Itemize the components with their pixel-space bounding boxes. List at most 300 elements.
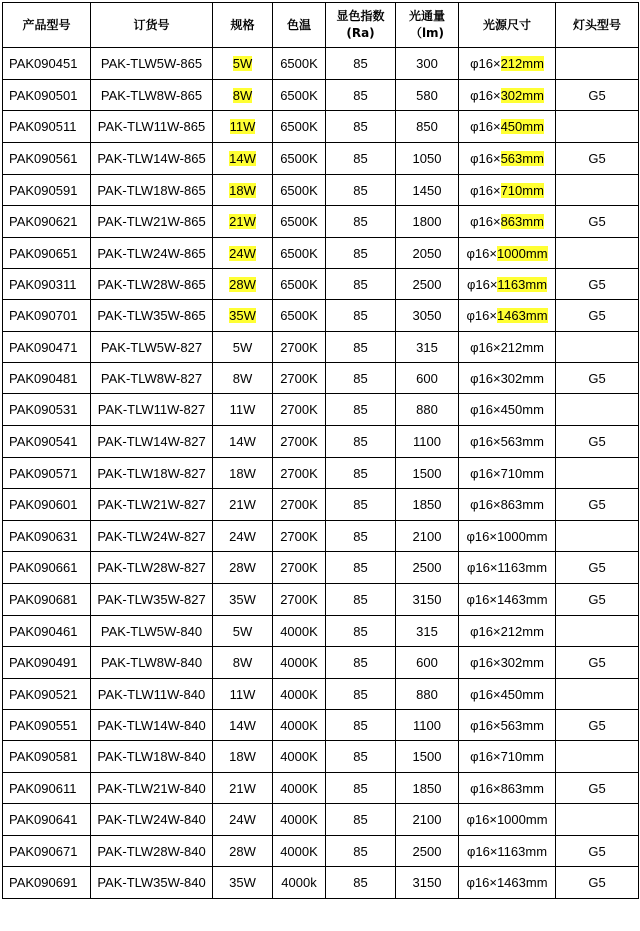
cell-luminous-flux	[396, 584, 459, 616]
cell-color-temp	[273, 80, 326, 111]
lamp-diameter-text: φ16×	[470, 623, 501, 639]
cell-spec-text: 18W	[229, 749, 256, 764]
lamp-diameter-text: φ16×	[466, 308, 497, 323]
cell-lamp-size	[459, 363, 556, 394]
cell-lamp-base-text: G5	[588, 87, 606, 103]
cell-order-number-text: PAK-TLW18W-840	[97, 749, 206, 764]
cell-product-code-text: PAK090481	[9, 370, 78, 386]
cell-cri	[326, 804, 396, 836]
cell-order-number	[91, 206, 213, 238]
cell-spec	[213, 111, 273, 143]
cell-cri-text: 85	[353, 497, 368, 512]
cell-color-temp-text: 6500K	[280, 276, 318, 292]
cell-product-code	[3, 80, 91, 111]
cell-color-temp-text: 2700K	[280, 434, 318, 449]
cell-lamp-base	[556, 584, 639, 616]
cell-luminous-flux	[396, 773, 459, 804]
cell-spec-text: 28W	[229, 560, 256, 575]
cell-order-number-text: PAK-TLW28W-827	[97, 560, 206, 575]
lamp-length-text: 1163mm	[497, 276, 548, 292]
cell-spec	[213, 80, 273, 111]
cell-spec	[213, 269, 273, 300]
lamp-length-text: 302mm	[500, 655, 544, 670]
cell-order-number-text: PAK-TLW35W-827	[97, 592, 206, 607]
lamp-diameter-text: φ16×	[470, 56, 501, 71]
lamp-length-text: 710mm	[500, 182, 544, 198]
cell-luminous-flux	[396, 426, 459, 458]
cell-cri	[326, 111, 396, 143]
cell-cri-text: 85	[353, 119, 368, 134]
cell-lamp-size	[459, 741, 556, 773]
header-label-line: 光源尺寸	[482, 17, 531, 32]
lamp-diameter-text: φ16×	[466, 875, 497, 890]
table-row	[3, 804, 639, 836]
header-order-number	[91, 3, 213, 48]
table-body	[3, 48, 639, 899]
lamp-length-text: 1000mm	[496, 245, 548, 261]
cell-luminous-flux	[396, 679, 459, 710]
cell-order-number-text: PAK-TLW5W-865	[100, 56, 203, 71]
cell-color-temp	[273, 552, 326, 584]
cell-order-number	[91, 741, 213, 773]
cell-spec-text: 35W	[229, 592, 256, 607]
cell-order-number	[91, 773, 213, 804]
cell-cri	[326, 143, 396, 175]
cell-cri-text: 85	[353, 655, 368, 670]
cell-spec	[213, 175, 273, 206]
cell-color-temp	[273, 332, 326, 363]
cell-spec-text: 8W	[232, 370, 253, 386]
cell-product-code	[3, 804, 91, 836]
cell-luminous-flux-text: 315	[416, 339, 438, 355]
cell-lamp-size	[459, 616, 556, 647]
lamp-length-text: 563mm	[500, 717, 544, 733]
lamp-diameter-text: φ16×	[470, 151, 501, 166]
cell-lamp-size	[459, 332, 556, 363]
cell-spec	[213, 143, 273, 175]
cell-lamp-base	[556, 269, 639, 300]
table-row	[3, 300, 639, 332]
header-lamp-base	[556, 3, 639, 48]
cell-luminous-flux-text: 2050	[412, 245, 442, 261]
cell-order-number-text: PAK-TLW11W-840	[97, 686, 206, 702]
cell-lamp-base-text: G5	[588, 655, 606, 670]
cell-order-number-text: PAK-TLW24W-827	[97, 528, 206, 544]
cell-order-number-text: PAK-TLW5W-840	[100, 623, 203, 639]
cell-product-code-text: PAK090631	[9, 528, 78, 544]
cell-spec	[213, 363, 273, 394]
table-row	[3, 80, 639, 111]
cell-color-temp-text: 4000K	[280, 655, 318, 670]
cell-cri-text: 85	[353, 875, 368, 890]
cell-color-temp	[273, 710, 326, 741]
cell-product-code	[3, 552, 91, 584]
lamp-diameter-text: φ16×	[470, 780, 501, 796]
cell-order-number-text: PAK-TLW18W-827	[97, 465, 206, 481]
cell-luminous-flux-text: 850	[416, 119, 438, 134]
cell-luminous-flux	[396, 867, 459, 899]
table-row	[3, 710, 639, 741]
cell-luminous-flux-text: 600	[416, 655, 438, 670]
cell-order-number-text: PAK-TLW14W-827	[97, 434, 206, 449]
header-label-line: 色温	[286, 17, 311, 32]
header-luminous-flux	[396, 3, 459, 48]
cell-color-temp	[273, 458, 326, 489]
cell-color-temp	[273, 804, 326, 836]
cell-order-number-text: PAK-TLW8W-827	[100, 370, 203, 386]
lamp-diameter-text: φ16×	[466, 276, 498, 292]
cell-luminous-flux	[396, 836, 459, 867]
cell-order-number	[91, 394, 213, 426]
cell-product-code	[3, 363, 91, 394]
table-header-row	[3, 3, 639, 48]
cell-order-number-text: PAK-TLW8W-840	[100, 655, 203, 670]
cell-spec	[213, 332, 273, 363]
cell-cri	[326, 521, 396, 552]
cell-color-temp	[273, 584, 326, 616]
cell-cri	[326, 836, 396, 867]
lamp-diameter-text: φ16×	[470, 655, 501, 670]
cell-order-number-text: PAK-TLW11W-827	[97, 402, 206, 417]
lamp-length-text: 212mm	[500, 339, 544, 355]
cell-spec-text: 11W	[229, 119, 256, 134]
cell-order-number-text: PAK-TLW5W-827	[100, 339, 203, 355]
cell-product-code-text: PAK090571	[9, 465, 78, 481]
cell-luminous-flux	[396, 300, 459, 332]
cell-spec	[213, 836, 273, 867]
cell-order-number	[91, 426, 213, 458]
cell-luminous-flux-text: 3050	[412, 308, 442, 323]
cell-lamp-base	[556, 552, 639, 584]
cell-color-temp	[273, 489, 326, 521]
cell-spec	[213, 679, 273, 710]
cell-product-code-text: PAK090611	[9, 780, 77, 796]
cell-luminous-flux-text: 880	[416, 402, 438, 417]
lamp-diameter-text: φ16×	[470, 434, 501, 449]
cell-lamp-base	[556, 363, 639, 394]
lamp-diameter-text: φ16×	[466, 812, 497, 827]
cell-cri	[326, 300, 396, 332]
cell-lamp-base	[556, 394, 639, 426]
cell-cri-text: 85	[353, 402, 368, 417]
cell-cri-text: 85	[353, 182, 368, 198]
cell-luminous-flux-text: 1450	[412, 182, 442, 198]
cell-cri-text: 85	[353, 434, 368, 449]
cell-luminous-flux-text: 880	[416, 686, 438, 702]
cell-luminous-flux-text: 600	[416, 370, 438, 386]
lamp-diameter-text: φ16×	[466, 528, 497, 544]
cell-product-code	[3, 175, 91, 206]
cell-product-code	[3, 206, 91, 238]
cell-product-code	[3, 394, 91, 426]
cell-color-temp-text: 2700K	[280, 465, 318, 481]
cell-order-number	[91, 647, 213, 679]
cell-luminous-flux-text: 1100	[413, 717, 441, 733]
cell-luminous-flux	[396, 741, 459, 773]
header-label-line: 产品型号	[22, 17, 71, 32]
cell-cri-text: 85	[353, 686, 368, 702]
cell-product-code	[3, 143, 91, 175]
cell-order-number	[91, 521, 213, 552]
cell-spec-text: 21W	[229, 214, 256, 229]
cell-lamp-base	[556, 80, 639, 111]
cell-color-temp-text: 6500K	[280, 87, 318, 103]
header-product-code	[3, 3, 91, 48]
lamp-length-text: 1463mm	[496, 592, 548, 607]
cell-lamp-base-text: G5	[588, 717, 606, 733]
lamp-length-text: 1000mm	[496, 528, 548, 544]
header-label-line: 订货号	[133, 17, 170, 32]
cell-product-code	[3, 616, 91, 647]
lamp-diameter-text: φ16×	[470, 87, 501, 103]
cell-color-temp-text: 2700K	[280, 592, 318, 607]
lamp-length-text: 863mm	[500, 214, 544, 229]
cell-spec-text: 14W	[229, 717, 256, 733]
cell-order-number-text: PAK-TLW21W-865	[97, 214, 206, 229]
cell-color-temp-text: 4000K	[280, 717, 318, 733]
cell-lamp-base-text: G5	[588, 843, 606, 859]
cell-color-temp-text: 4000K	[280, 812, 318, 827]
cell-lamp-base	[556, 111, 639, 143]
table-row	[3, 836, 639, 867]
cell-lamp-size	[459, 111, 556, 143]
cell-luminous-flux	[396, 616, 459, 647]
cell-product-code	[3, 647, 91, 679]
cell-spec-text: 24W	[229, 528, 256, 544]
cell-cri-text: 85	[353, 370, 368, 386]
cell-spec	[213, 804, 273, 836]
cell-lamp-size	[459, 238, 556, 269]
cell-luminous-flux-text: 1500	[412, 465, 442, 481]
cell-cri	[326, 394, 396, 426]
cell-luminous-flux	[396, 48, 459, 80]
cell-lamp-base	[556, 773, 639, 804]
cell-product-code-text: PAK090621	[9, 214, 78, 229]
cell-product-code-text: PAK090471	[9, 339, 78, 355]
header-lamp-size	[459, 3, 556, 48]
cell-order-number	[91, 332, 213, 363]
cell-color-temp-text: 2700K	[280, 402, 318, 417]
cell-luminous-flux-text: 2100	[412, 528, 442, 544]
cell-spec-text: 18W	[229, 182, 256, 198]
cell-order-number-text: PAK-TLW18W-865	[97, 182, 206, 198]
cell-color-temp	[273, 773, 326, 804]
cell-lamp-size	[459, 80, 556, 111]
cell-luminous-flux	[396, 710, 459, 741]
cell-cri	[326, 647, 396, 679]
cell-color-temp-text: 6500K	[280, 119, 318, 134]
cell-order-number-text: PAK-TLW24W-840	[97, 812, 206, 827]
cell-luminous-flux	[396, 363, 459, 394]
cell-spec-text: 21W	[229, 780, 256, 796]
cell-spec-text: 14W	[229, 151, 256, 166]
cell-product-code-text: PAK090641	[9, 812, 78, 827]
cell-product-code-text: PAK090601	[9, 497, 78, 512]
table-row	[3, 175, 639, 206]
cell-color-temp-text: 4000K	[280, 780, 318, 796]
table-row	[3, 48, 639, 80]
cell-cri-text: 85	[353, 465, 368, 481]
cell-product-code-text: PAK090671	[9, 843, 78, 859]
cell-cri	[326, 80, 396, 111]
cell-luminous-flux	[396, 552, 459, 584]
cell-color-temp	[273, 679, 326, 710]
header-cri	[326, 3, 396, 48]
cell-product-code-text: PAK090521	[9, 686, 78, 702]
cell-order-number-text: PAK-TLW35W-840	[97, 875, 206, 890]
cell-luminous-flux-text: 300	[416, 56, 438, 71]
cell-color-temp-text: 2700K	[280, 370, 318, 386]
table-row	[3, 332, 639, 363]
cell-product-code	[3, 584, 91, 616]
lamp-length-text: 1163mm	[497, 843, 548, 859]
cell-order-number	[91, 836, 213, 867]
cell-color-temp	[273, 426, 326, 458]
cell-cri-text: 85	[353, 56, 368, 71]
cell-color-temp-text: 6500K	[280, 214, 318, 229]
cell-cri	[326, 489, 396, 521]
table-row	[3, 458, 639, 489]
cell-spec	[213, 773, 273, 804]
lamp-length-text: 212mm	[500, 56, 544, 71]
cell-product-code	[3, 521, 91, 552]
cell-color-temp-text: 4000K	[280, 749, 318, 764]
cell-order-number	[91, 679, 213, 710]
cell-spec	[213, 394, 273, 426]
cell-lamp-size	[459, 175, 556, 206]
cell-color-temp	[273, 269, 326, 300]
cell-luminous-flux	[396, 647, 459, 679]
cell-cri	[326, 269, 396, 300]
cell-lamp-size	[459, 394, 556, 426]
cell-cri-text: 85	[353, 592, 368, 607]
cell-spec	[213, 489, 273, 521]
cell-order-number	[91, 143, 213, 175]
cell-lamp-size	[459, 143, 556, 175]
cell-order-number-text: PAK-TLW21W-827	[97, 497, 206, 512]
cell-order-number	[91, 584, 213, 616]
cell-product-code	[3, 426, 91, 458]
lamp-length-text: 450mm	[500, 119, 544, 134]
cell-lamp-size	[459, 552, 556, 584]
cell-cri-text: 85	[353, 151, 368, 166]
cell-lamp-size	[459, 679, 556, 710]
cell-color-temp	[273, 521, 326, 552]
lamp-length-text: 1163mm	[497, 560, 548, 575]
cell-product-code	[3, 269, 91, 300]
cell-color-temp	[273, 300, 326, 332]
cell-lamp-size	[459, 867, 556, 899]
cell-order-number	[91, 710, 213, 741]
header-label-line: 规格	[230, 17, 255, 32]
cell-lamp-base	[556, 616, 639, 647]
cell-spec	[213, 710, 273, 741]
cell-color-temp-text: 6500K	[280, 182, 318, 198]
cell-spec-text: 28W	[229, 843, 256, 859]
cell-lamp-base	[556, 489, 639, 521]
cell-spec	[213, 584, 273, 616]
lamp-diameter-text: φ16×	[470, 182, 501, 198]
cell-spec	[213, 300, 273, 332]
cell-luminous-flux	[396, 804, 459, 836]
lamp-diameter-text: φ16×	[466, 560, 498, 575]
cell-spec-text: 21W	[229, 497, 256, 512]
header-label-line: 显色指数	[336, 9, 385, 23]
lamp-length-text: 563mm	[500, 151, 544, 166]
cell-lamp-base-text: G5	[588, 308, 606, 323]
table-row	[3, 111, 639, 143]
cell-order-number	[91, 867, 213, 899]
cell-luminous-flux-text: 1850	[412, 497, 442, 512]
cell-spec	[213, 238, 273, 269]
cell-cri-text: 85	[353, 214, 368, 229]
lamp-length-text: 212mm	[500, 623, 544, 639]
cell-spec-text: 24W	[229, 812, 256, 827]
cell-spec-text: 8W	[232, 655, 253, 670]
cell-order-number	[91, 48, 213, 80]
cell-product-code-text: PAK090651	[9, 245, 78, 261]
cell-color-temp	[273, 616, 326, 647]
cell-cri	[326, 206, 396, 238]
cell-lamp-base-text: G5	[588, 592, 606, 607]
cell-order-number	[91, 363, 213, 394]
cell-lamp-base	[556, 679, 639, 710]
cell-spec-text: 24W	[229, 245, 256, 261]
cell-product-code-text: PAK090691	[9, 875, 78, 890]
header-color-temp	[273, 3, 326, 48]
cell-cri-text: 85	[353, 843, 368, 859]
product-spec-table	[2, 2, 639, 899]
table-row	[3, 143, 639, 175]
cell-spec-text: 5W	[232, 623, 253, 639]
cell-spec	[213, 206, 273, 238]
cell-color-temp-text: 6500K	[280, 151, 318, 166]
table-row	[3, 773, 639, 804]
table-row	[3, 206, 639, 238]
cell-order-number	[91, 489, 213, 521]
cell-lamp-size	[459, 426, 556, 458]
cell-lamp-base-text: G5	[588, 370, 606, 386]
cell-spec-text: 35W	[229, 875, 256, 890]
cell-spec	[213, 552, 273, 584]
cell-order-number-text: PAK-TLW14W-840	[97, 717, 206, 733]
cell-luminous-flux	[396, 143, 459, 175]
cell-cri	[326, 679, 396, 710]
table-row	[3, 426, 639, 458]
cell-product-code-text: PAK090591	[9, 182, 78, 198]
cell-luminous-flux-text: 1100	[413, 434, 441, 449]
cell-order-number-text: PAK-TLW11W-865	[97, 119, 206, 134]
cell-luminous-flux-text: 1050	[412, 151, 442, 166]
cell-cri	[326, 552, 396, 584]
cell-luminous-flux-text: 2100	[412, 812, 442, 827]
cell-lamp-base	[556, 206, 639, 238]
lamp-diameter-text: φ16×	[466, 245, 497, 261]
cell-product-code	[3, 867, 91, 899]
cell-product-code	[3, 679, 91, 710]
cell-product-code-text: PAK090531	[9, 402, 78, 417]
cell-cri	[326, 710, 396, 741]
cell-spec	[213, 616, 273, 647]
cell-luminous-flux	[396, 238, 459, 269]
cell-lamp-size	[459, 836, 556, 867]
cell-spec	[213, 647, 273, 679]
cell-spec	[213, 48, 273, 80]
lamp-diameter-text: φ16×	[470, 214, 501, 229]
header-label-line: (Ra)	[346, 26, 375, 40]
table-row	[3, 269, 639, 300]
cell-color-temp-text: 6500K	[280, 308, 318, 323]
